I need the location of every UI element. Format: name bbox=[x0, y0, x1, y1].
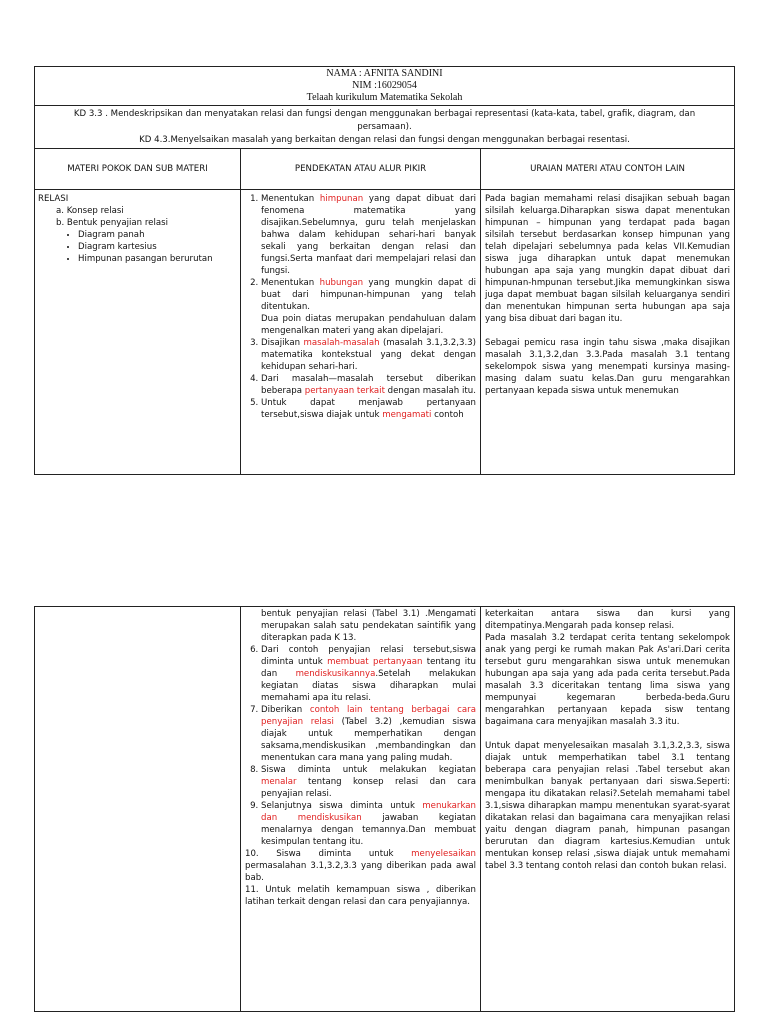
uraian-paragraph-3: keterkaitan antara siswa dan kursi yang ditempatinya.Mengarah pada konsep relasi. bbox=[485, 609, 730, 631]
step-9: 9. Selanjutnya siswa diminta untuk menukarkan dan mendiskusikan jawaban kegiatan menalarnya dengan temannya.Dan membuat kesimpulan tentang itu. bbox=[261, 800, 476, 848]
materi-sub-b: b. Bentuk penyajian relasi bbox=[56, 218, 168, 228]
uraian-paragraph-2: Sebagai pemicu rasa ingin tahu siswa ,maka disajikan masalah 3.1,3.2,dan 3.3.Pada masalah 3.1 tentang sekelompok siswa yang menempati kursinya masing-masing dalam suatu kelas.Dan guru mengarahkan pertanyaan kepada siswa untuk menemukan bbox=[485, 338, 730, 396]
course-title: Telaah kurikulum Matematika Sekolah bbox=[306, 92, 463, 103]
step-6: 6. Dari contoh penyajian relasi tersebut,siswa diminta untuk membuat pertanyaan tentang itu dan mendiskusikannya.Setelah melakukan kegiatan diatas siswa diharapkan mulai memahami apa itu relasi. bbox=[261, 644, 476, 704]
step-7: 7. Diberikan contoh lain tentang berbagai cara penyajian relasi (Tabel 3.2) ,kemudian siswa diajak untuk memperhatikan dengan saksama,mendiskusikan ,membandingkan dan menentukan cara mana yang paling mudah. bbox=[261, 704, 476, 764]
page2-table bbox=[34, 606, 735, 1012]
step-2-note: Dua poin diatas merupakan pendahuluan dalam mengenalkan materi yang akan dipelajari. bbox=[261, 314, 476, 336]
pendekatan-cell-continued bbox=[241, 607, 481, 1012]
step-3: 3. Disajikan masalah-masalah (masalah 3.1,3.2,3.3) matematika kontekstual yang dekat dengan kehidupan sehari-hari. bbox=[261, 337, 476, 373]
uraian-paragraph-1: Pada bagian memahami relasi disajikan sebuah bagan silsilah keluarga.Diharapkan siswa dapat menentukan himpunan – himpunan yang terdapat pada bagan silsilah tersebut berdasarkan konsep himpunan yang telah dipelajari sebelumnya pada kelas VII.Kemudian siswa juga diharapkan untuk dapat menemukan hubungan apa saja yang mungkin dapat dibuat dari himpunan-hmpunan tersebut.Jika memungkinkan siswa juga dapat membuat bagan silsilah keluarganya sendiri dan menentukan himpunan serta hubungan apa saja yang bisa dibuat dari bagan itu. bbox=[485, 194, 730, 324]
step-5-continued: bentuk penyajian relasi (Tabel 3.1) .Mengamati merupakan salah satu pendekatan saintifik yang diterapkan pada K 13. bbox=[261, 609, 476, 643]
student-header bbox=[35, 67, 735, 106]
page1-table bbox=[34, 66, 735, 475]
step-8: 8. Siswa diminta untuk melakukan kegiatan menalar tentang konsep relasi dan cara penyajian relasi. bbox=[261, 764, 476, 800]
materi-bullet: • Himpunan pasangan berurutan bbox=[78, 253, 238, 265]
uraian-paragraph-4: Pada masalah 3.2 terdapat cerita tentang sekelompok anak yang pergi ke rumah makan Pak As'ari.Dari cerita tersebut guru mengarahkan siswa untuk menemukan hubungan apa saja yang ada pada cerita tersebut.Pada masalah 3.3 diceritakan tentang lima siswa yang mempunyai kegemaran berbeda-beda.Guru mengarahkan pertanyaan kepada sisw tentang bagaimana cara menyajikan masalah 3.3 itu. bbox=[485, 633, 730, 727]
materi-cell bbox=[35, 190, 241, 475]
step-2: 2. Menentukan hubungan yang mungkin dapat di buat dari himpunan-himpunan yang telah ditentukan. Dua poin diatas merupakan pendahuluan dalam mengenalkan materi yang akan dipelajari. bbox=[261, 277, 476, 337]
kd-3-3: KD 3.3 . Mendeskripsikan dan menyatakan relasi dan fungsi dengan menggunakan berbagai representasi (kata-kata, tabel, grafik, diagram, dan persamaan). bbox=[73, 109, 696, 132]
uraian-cell-continued bbox=[481, 607, 735, 1012]
kd-4-3: KD 4.3.Menyelsaikan masalah yang berkaitan dengan relasi dan fungsi dengan menggunakan berbagai resentasi. bbox=[139, 135, 630, 145]
uraian-cell bbox=[481, 190, 735, 475]
step-4: 4. Dari masalah—masalah tersebut diberikan beberapa pertanyaan terkait dengan masalah itu. bbox=[261, 373, 476, 397]
materi-bullet: • Diagram panah bbox=[78, 229, 238, 241]
materi-bullet: • Diagram kartesius bbox=[78, 241, 238, 253]
step-1: 1. Menentukan himpunan yang dapat dibuat dari fenomena matematika yang disajikan.Sebelumnya, guru telah menjelaskan bahwa dalam kehidupan sehari-hari banyak sekali yang berkaitan dengan relasi dan fungsi.Serta manfaat dari mempelajari relasi dan fungsi. bbox=[261, 193, 476, 277]
step-10: 10. Siswa diminta untuk menyelesaikan permasalahan 3.1,3.2,3.3 yang diberikan pada awal bab. bbox=[245, 849, 476, 883]
step-11: 11. Untuk melatih kemampuan siswa , diberikan latihan terkait dengan relasi dan cara penyajiannya. bbox=[245, 885, 476, 907]
uraian-paragraph-5: Untuk dapat menyelesaikan masalah 3.1,3.2,3.3, siswa diajak untuk memperhatikan tabel 3.1 tentang beberapa cara penyajian relasi .Tabel tersebut akan menimbulkan banyak pertanyaan dari siswa.Seperti: mengapa itu dikatakan relasi?.Setelah memahami tabel 3.1,siswa diharapkan mampu menentukan syarat-syarat dikatakan relasi dan bagaimana cara menyajikan relasi yaitu dengan diagram panah, himpunan pasangan berurutan dan diagram kartesius.Kemudian untuk mentukan konsep relasi ,siswa diajak untuk memahami tabel 3.3 tentang contoh relasi dan contoh bukan relasi. bbox=[485, 741, 730, 871]
student-nim: NIM :16029054 bbox=[352, 80, 417, 91]
col-header-pendekatan: PENDEKATAN ATAU ALUR PIKIR bbox=[241, 149, 481, 190]
col-header-materi: MATERI POKOK DAN SUB MATERI bbox=[35, 149, 241, 190]
kd-header bbox=[35, 106, 735, 149]
student-name: NAMA : AFNITA SANDINI bbox=[326, 68, 443, 79]
col-header-uraian: URAIAN MATERI ATAU CONTOH LAIN bbox=[481, 149, 735, 190]
materi-title: RELASI bbox=[38, 194, 69, 204]
step-5: 5. Untuk dapat menjawab pertanyaan tersebut,siswa diajak untuk mengamati contoh bbox=[261, 397, 476, 421]
pendekatan-cell bbox=[241, 190, 481, 475]
materi-cell-continued bbox=[35, 607, 241, 1012]
materi-sub-a: a. Konsep relasi bbox=[56, 206, 124, 216]
